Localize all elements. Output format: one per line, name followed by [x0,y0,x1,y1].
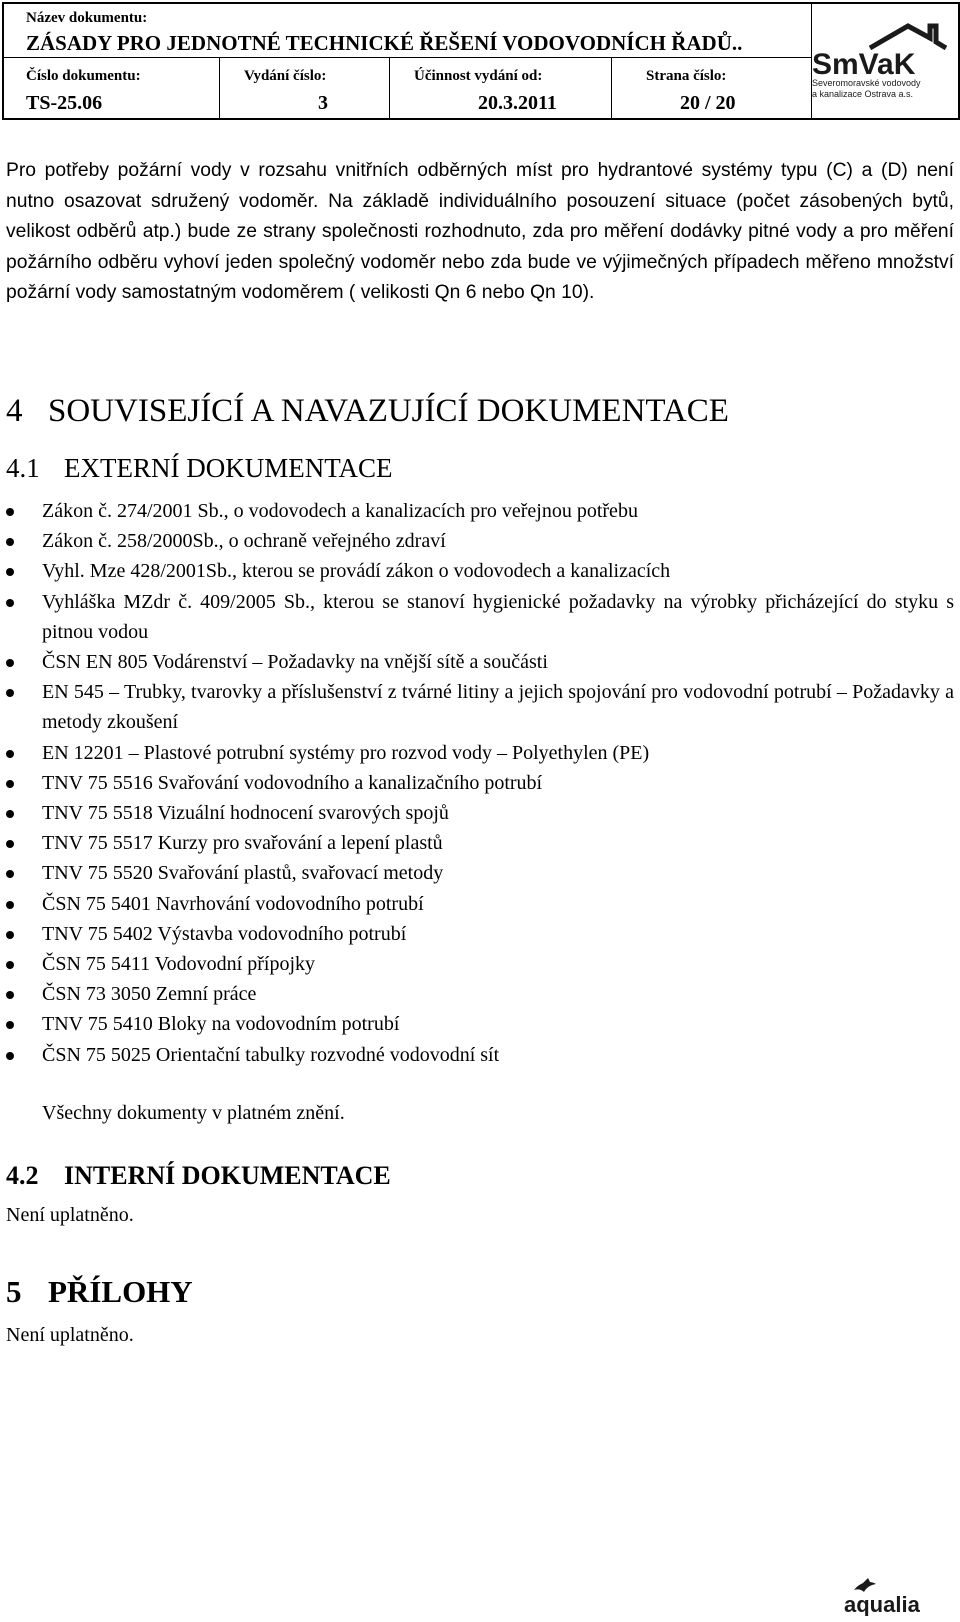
list-item [0,556,960,586]
section-5-title: PŘÍLOHY [48,1274,193,1309]
section-4-1-heading [6,452,393,484]
section-4-title: SOUVISEJÍCÍ A NAVAZUJÍCÍ DOKUMENTACE [48,393,729,429]
list-item [0,496,960,526]
smvak-logo [812,4,958,118]
issue-number: 3 [318,92,328,114]
issue-cell [220,58,390,118]
bullet-icon [6,840,14,848]
roof-icon [870,26,946,48]
section-4-heading [6,392,729,430]
aqualia-text: aqualia [844,1592,920,1616]
bullet-icon [6,870,14,878]
list-item-text: ČSN 75 5411 Vodovodní přípojky [42,953,315,976]
logo-line1: Severomoravské vodovody [812,78,921,88]
section-4-2-title: INTERNÍ DOKUMENTACE [64,1161,391,1190]
intro-paragraph: Pro potřeby požární vody v rozsahu vnitřních odběrných míst pro hydrantové systémy typu (C) a (D) není nutno osazovat sdružený vodoměr. Na základě individuálního posouzení situace (počet zásobených bytů, velikost odběrů atp.) bude ze strany společnosti rozhodnuto, zda pro měření dodávky pitné vody a pro měření požárního odběru vyhoví jeden společný vodoměr nebo zda bude ve výjimečných případech měřeno množství požární vody samostatným vodoměrem ( velikosti Qn 6 nebo Qn 10). [6,160,954,303]
doc-name-label: Název dokumentu: [26,10,148,26]
logo-brand: SmVaK [812,48,916,81]
list-item [0,647,960,677]
list-item [0,828,960,858]
list-item-text: TNV 75 5402 Výstavba vodovodního potrubí [42,922,407,945]
list-item-text: ČSN 75 5401 Navrhování vodovodního potrubí [42,892,424,915]
effective-label: Účinnost vydání od: [414,68,543,84]
effective-date: 20.3.2011 [478,92,557,114]
effective-cell [390,58,612,118]
list-item [0,979,960,1009]
bullet-icon [6,750,14,758]
page-label: Strana číslo: [646,68,727,84]
list-item-text: ČSN EN 805 Vodárenství – Požadavky na vnější sítě a součásti [42,651,548,674]
list-item-text: TNV 75 5520 Svařování plastů, svařovací metody [42,862,444,885]
list-item [0,949,960,979]
list-item-text: Vyhl. Mze 428/2001Sb., kterou se provádí zákon o vodovodech a kanalizacích [42,560,671,583]
list-item [0,798,960,828]
list-item [0,1009,960,1039]
bullet-icon [6,961,14,969]
list-item-text: Zákon č. 274/2001 Sb., o vodovodech a kanalizacích pro veřejnou potřebu [42,500,638,522]
bird-icon [854,1582,876,1592]
list-item-text: ČSN 75 5025 Orientační tabulky rozvodné vodovodní sít [42,1043,500,1066]
list-item-text: EN 12201 – Plastové potrubní systémy pro rozvod vody – Polyethylen (PE) [42,741,650,764]
aqualia-logo [840,1576,954,1616]
list-item [0,889,960,919]
list-item-text: ČSN 73 3050 Zemní práce [42,983,257,1006]
logo-line2: a kanalizace Ostrava a.s. [812,89,914,99]
list-item [0,677,960,737]
list-item-text: TNV 75 5410 Bloky na vodovodním potrubí [42,1013,400,1036]
list-item [0,768,960,798]
list-item-text: Vyhláška MZdr č. 409/2005 Sb., kterou se stanoví hygienické požadavky na výrobky přicházející do styku s pitnou vodou [42,590,954,643]
doc-number-label: Číslo dokumentu: [26,68,141,84]
validity-note: Všechny dokumenty v platném znění. [42,1102,345,1124]
list-item [0,858,960,888]
section-4-2-heading [6,1160,391,1192]
bullet-icon [6,599,14,607]
list-item [0,919,960,949]
section-5-text: Není uplatněno. [6,1324,134,1346]
section-4-1-number: 4.1 [6,453,40,483]
page-number: 20 / 20 [680,92,736,114]
list-item-text: EN 545 – Trubky, tvarovky a příslušenství z tvárné litiny a jejich spojování pro vodovodní potrubí – Požadavky a metody zkoušení [42,681,954,734]
bullet-icon [6,508,14,516]
bullet-icon [6,689,14,697]
section-4-2-text: Není uplatněno. [6,1204,134,1226]
external-docs-list [0,496,960,1070]
section-4-2-number: 4.2 [6,1161,39,1190]
list-item [0,1040,960,1070]
bullet-icon [6,1052,14,1060]
bullet-icon [6,780,14,788]
bullet-icon [6,659,14,667]
bullet-icon [6,810,14,818]
list-item-text: TNV 75 5516 Svařování vodovodního a kanalizačního potrubí [42,771,543,794]
list-item-text: TNV 75 5517 Kurzy pro svařování a lepení plastů [42,832,443,855]
list-item-text: TNV 75 5518 Vizuální hodnocení svarových spojů [42,802,449,825]
list-item-text: Zákon č. 258/2000Sb., o ochraně veřejného zdraví [42,530,446,553]
doc-number-cell [4,58,220,118]
section-5-heading [6,1274,193,1310]
section-4-number: 4 [6,393,23,429]
doc-title: ZÁSADY PRO JEDNOTNÉ TECHNICKÉ ŘEŠENÍ VODOVODNÍCH ŘADŮ.. [26,31,743,55]
bullet-icon [6,538,14,546]
list-item [0,738,960,768]
section-5-number: 5 [6,1274,22,1309]
bullet-icon [6,568,14,576]
bullet-icon [6,901,14,909]
list-item [0,587,960,647]
list-item [0,526,960,556]
section-4-1-title: EXTERNÍ DOKUMENTACE [64,453,393,483]
document-header [2,2,960,120]
header-title-row [4,4,812,58]
bullet-icon [6,1021,14,1029]
page-cell [612,58,812,118]
issue-label: Vydání číslo: [244,68,327,84]
doc-number: TS-25.06 [26,92,103,114]
bullet-icon [6,931,14,939]
bullet-icon [6,991,14,999]
